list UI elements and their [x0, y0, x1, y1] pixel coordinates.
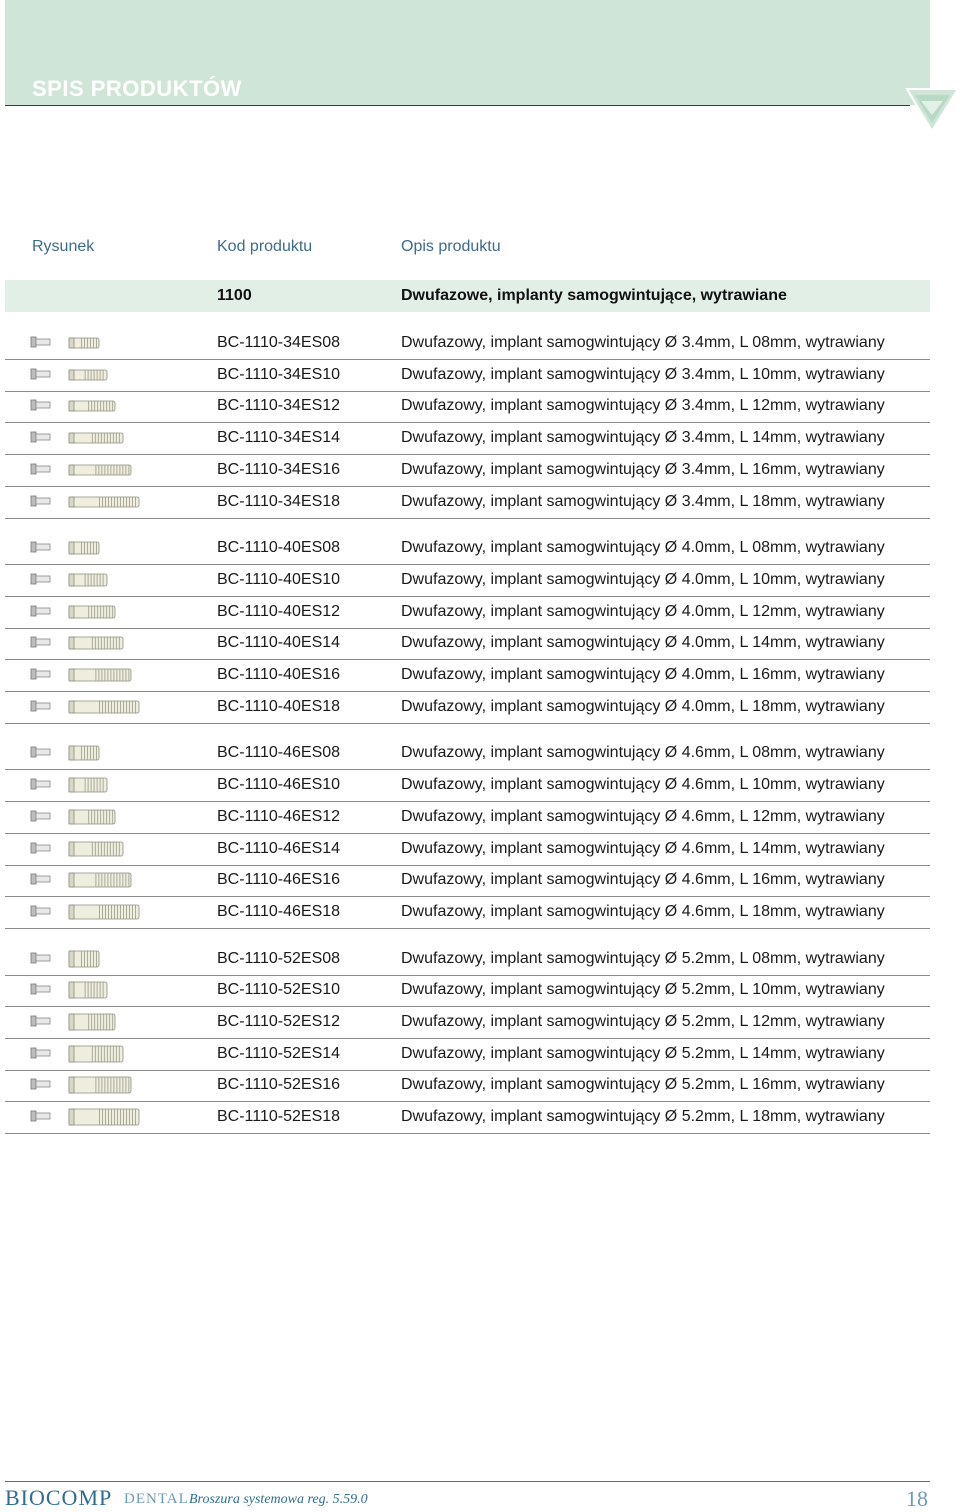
product-description: Dwufazowy, implant samogwintujący Ø 4.0mm, L 12mm, wytrawiany	[401, 602, 885, 620]
implant-icon	[68, 901, 144, 923]
row-divider	[5, 1133, 930, 1134]
table-row	[0, 360, 960, 392]
table-row	[0, 1102, 960, 1134]
product-code: BC-1110-46ES18	[217, 902, 341, 920]
implant-icon	[68, 632, 128, 654]
footer-divider	[5, 1481, 930, 1482]
column-header-image: Rysunek	[32, 238, 95, 255]
page-title: SPIS PRODUKTÓW	[32, 76, 242, 101]
abutment-icon	[30, 871, 52, 887]
product-description: Dwufazowy, implant samogwintujący Ø 3.4mm, L 08mm, wytrawiany	[401, 334, 885, 351]
brand-logo: BIOCOMP	[5, 1485, 113, 1510]
table-row	[0, 975, 960, 1007]
product-code: BC-1110-46ES08	[217, 744, 341, 762]
abutment-icon	[30, 1045, 52, 1061]
product-description: Dwufazowy, implant samogwintujący Ø 3.4mm, L 18mm, wytrawiany	[401, 492, 885, 510]
implant-icon	[68, 774, 112, 796]
product-code: BC-1110-34ES16	[217, 460, 341, 478]
implant-icon	[68, 742, 104, 764]
column-header-description: Opis produktu	[401, 238, 501, 255]
abutment-icon	[30, 571, 52, 587]
product-description: Dwufazowy, implant samogwintujący Ø 4.0mm, L 14mm, wytrawiany	[401, 634, 885, 652]
product-code: BC-1110-40ES10	[217, 570, 341, 588]
table-row	[0, 738, 960, 770]
implant-icon	[68, 948, 104, 970]
abutment-icon	[30, 461, 52, 477]
implant-icon	[68, 491, 144, 513]
table-row	[0, 660, 960, 692]
product-code: BC-1110-40ES14	[217, 634, 341, 652]
table-row	[0, 628, 960, 660]
product-code: BC-1110-52ES08	[217, 949, 341, 967]
abutment-icon	[30, 1013, 52, 1029]
table-row	[0, 597, 960, 629]
implant-icon	[68, 537, 104, 559]
product-code: BC-1110-52ES18	[217, 1108, 341, 1126]
product-description: Dwufazowy, implant samogwintujący Ø 5.2mm, L 14mm, wytrawiany	[401, 1044, 885, 1062]
product-description: Dwufazowy, implant samogwintujący Ø 4.0mm, L 18mm, wytrawiany	[401, 697, 885, 715]
abutment-icon	[30, 397, 52, 413]
table-row	[0, 565, 960, 597]
abutment-icon	[30, 493, 52, 509]
implant-icon	[68, 979, 112, 1001]
product-description: Dwufazowy, implant samogwintujący Ø 3.4mm, L 10mm, wytrawiany	[401, 365, 885, 383]
implant-icon	[68, 869, 136, 891]
abutment-icon	[30, 539, 52, 555]
abutment-icon	[30, 603, 52, 619]
footer-note: Broszura systemowa reg. 5.59.0	[189, 1492, 368, 1507]
implant-icon	[68, 427, 128, 449]
table-row	[0, 487, 960, 519]
product-description: Dwufazowy, implant samogwintujący Ø 4.6mm, L 14mm, wytrawiany	[401, 839, 885, 857]
product-code: BC-1110-40ES12	[217, 602, 341, 620]
implant-icon	[68, 838, 128, 860]
product-code: BC-1110-34ES18	[217, 492, 341, 510]
product-description: Dwufazowy, implant samogwintujący Ø 5.2mm, L 18mm, wytrawiany	[401, 1108, 885, 1126]
row-divider	[5, 518, 930, 519]
product-description: Dwufazowy, implant samogwintujący Ø 5.2mm, L 08mm, wytrawiany	[401, 949, 885, 967]
product-description: Dwufazowy, implant samogwintujący Ø 4.6mm, L 10mm, wytrawiany	[401, 776, 885, 794]
abutment-icon	[30, 776, 52, 792]
table-row	[0, 944, 960, 976]
product-description: Dwufazowy, implant samogwintujący Ø 4.6mm, L 12mm, wytrawiany	[401, 807, 885, 825]
product-description: Dwufazowy, implant samogwintujący Ø 3.4mm, L 14mm, wytrawiany	[401, 429, 885, 447]
table-row	[0, 692, 960, 724]
abutment-icon	[30, 334, 52, 350]
implant-icon	[68, 1011, 120, 1033]
product-description: Dwufazowy, implant samogwintujący Ø 3.4mm, L 12mm, wytrawiany	[401, 397, 885, 415]
product-code: BC-1110-46ES16	[217, 871, 341, 889]
product-description: Dwufazowy, implant samogwintujący Ø 4.0mm, L 08mm, wytrawiany	[401, 539, 885, 557]
abutment-icon	[30, 634, 52, 650]
implant-icon	[68, 664, 136, 686]
row-divider	[5, 928, 930, 929]
abutment-icon	[30, 698, 52, 714]
product-code: BC-1110-46ES12	[217, 807, 341, 825]
implant-icon	[68, 601, 120, 623]
implant-icon	[68, 364, 112, 386]
product-code: BC-1110-52ES10	[217, 981, 341, 999]
product-description: Dwufazowy, implant samogwintujący Ø 4.6mm, L 08mm, wytrawiany	[401, 744, 885, 762]
table-row	[0, 834, 960, 866]
implant-icon	[68, 569, 112, 591]
table-row	[0, 1007, 960, 1039]
product-code: BC-1110-34ES08	[217, 334, 341, 351]
table-row	[0, 897, 960, 929]
product-code: BC-1110-46ES14	[217, 839, 341, 857]
abutment-icon	[30, 808, 52, 824]
table-row	[0, 865, 960, 897]
implant-icon	[68, 1043, 128, 1065]
product-description: Dwufazowy, implant samogwintujący Ø 4.0mm, L 10mm, wytrawiany	[401, 570, 885, 588]
product-code: BC-1110-46ES10	[217, 776, 341, 794]
implant-icon	[68, 332, 104, 354]
implant-icon	[68, 1106, 144, 1128]
abutment-icon	[30, 840, 52, 856]
abutment-icon	[30, 429, 52, 445]
product-code: BC-1110-40ES16	[217, 666, 341, 683]
abutment-icon	[30, 366, 52, 382]
product-code: BC-1110-34ES14	[217, 429, 341, 447]
abutment-icon	[30, 981, 52, 997]
abutment-icon	[30, 1076, 52, 1092]
product-code: BC-1110-52ES14	[217, 1044, 341, 1062]
table-row	[0, 328, 960, 360]
abutment-icon	[30, 950, 52, 966]
abutment-icon	[30, 666, 52, 682]
table-row	[0, 455, 960, 487]
abutment-icon	[30, 903, 52, 919]
implant-icon	[68, 459, 136, 481]
product-description: Dwufazowy, implant samogwintujący Ø 5.2mm, L 12mm, wytrawiany	[401, 1013, 885, 1030]
column-header-code: Kod produktu	[217, 238, 313, 255]
brand-logo-sub: DENTAL	[124, 1491, 189, 1507]
table-row	[0, 802, 960, 834]
product-code: BC-1110-34ES12	[217, 397, 341, 415]
section-title: Dwufazowe, implanty samogwintujące, wytrawiane	[401, 287, 787, 304]
product-description: Dwufazowy, implant samogwintujący Ø 5.2mm, L 16mm, wytrawiany	[401, 1076, 885, 1094]
section-code: 1100	[217, 287, 252, 304]
implant-icon	[68, 395, 120, 417]
abutment-icon	[30, 1108, 52, 1124]
table-row	[0, 391, 960, 423]
implant-icon	[68, 696, 144, 718]
table-row	[0, 1039, 960, 1071]
product-code: BC-1110-34ES10	[217, 365, 341, 383]
header-divider	[5, 105, 910, 106]
table-row	[0, 423, 960, 455]
product-description: Dwufazowy, implant samogwintujący Ø 3.4mm, L 16mm, wytrawiany	[401, 460, 885, 478]
product-code: BC-1110-40ES08	[217, 539, 341, 557]
row-divider	[5, 723, 930, 724]
table-row	[0, 533, 960, 565]
product-code: BC-1110-40ES18	[217, 697, 341, 715]
product-description: Dwufazowy, implant samogwintujący Ø 4.6mm, L 18mm, wytrawiany	[401, 902, 885, 920]
page-number: 18	[906, 1486, 928, 1511]
product-code: BC-1110-52ES16	[217, 1076, 341, 1094]
product-description: Dwufazowy, implant samogwintujący Ø 5.2mm, L 10mm, wytrawiany	[401, 981, 885, 999]
implant-icon	[68, 806, 120, 828]
table-row	[0, 770, 960, 802]
product-description: Dwufazowy, implant samogwintujący Ø 4.6mm, L 16mm, wytrawiany	[401, 871, 885, 889]
product-description: Dwufazowy, implant samogwintujący Ø 4.0mm, L 16mm, wytrawiany	[401, 666, 885, 683]
product-code: BC-1110-52ES12	[217, 1013, 341, 1030]
implant-icon	[68, 1074, 136, 1096]
table-row	[0, 1070, 960, 1102]
chevron-down-icon	[905, 85, 960, 133]
abutment-icon	[30, 744, 52, 760]
